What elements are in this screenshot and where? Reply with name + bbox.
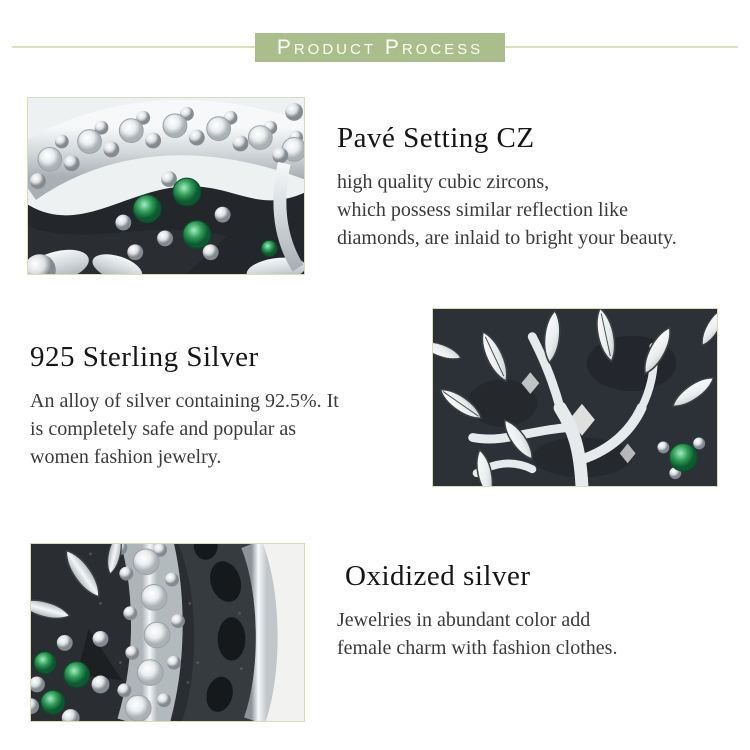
product-process-banner (255, 33, 505, 62)
pave-setting-photo-art (28, 98, 304, 274)
body-line: Jewelries in abundant color add (337, 609, 591, 631)
section-body (337, 606, 737, 662)
oxidized-silver-photo (30, 543, 305, 722)
silver-tree-photo (432, 308, 718, 487)
body-line: An alloy of silver containing 92.5%. It (30, 390, 339, 412)
section-pave-setting (337, 122, 737, 252)
banner-title: Product Process (276, 36, 484, 59)
section-oxidized-silver (337, 560, 737, 662)
pave-setting-photo (27, 97, 305, 275)
section-heading: 925 Sterling Silver (30, 341, 259, 373)
body-line: women fashion jewelry. (30, 446, 222, 468)
section-heading: Oxidized silver (345, 560, 531, 592)
body-line: is completely safe and popular as (30, 418, 297, 440)
body-line: high quality cubic zircons, (337, 171, 550, 193)
oxidized-silver-photo-art (31, 544, 304, 721)
body-line: diamonds, are inlaid to bright your beauty. (337, 227, 677, 249)
silver-tree-photo-art (433, 309, 717, 486)
body-line: which possess similar reflection like (337, 199, 629, 221)
body-line: female charm with fashion clothes. (337, 637, 618, 659)
section-body (337, 168, 737, 252)
section-heading: Pavé Setting CZ (337, 122, 535, 154)
section-sterling-silver (30, 341, 430, 471)
section-body (30, 387, 430, 471)
